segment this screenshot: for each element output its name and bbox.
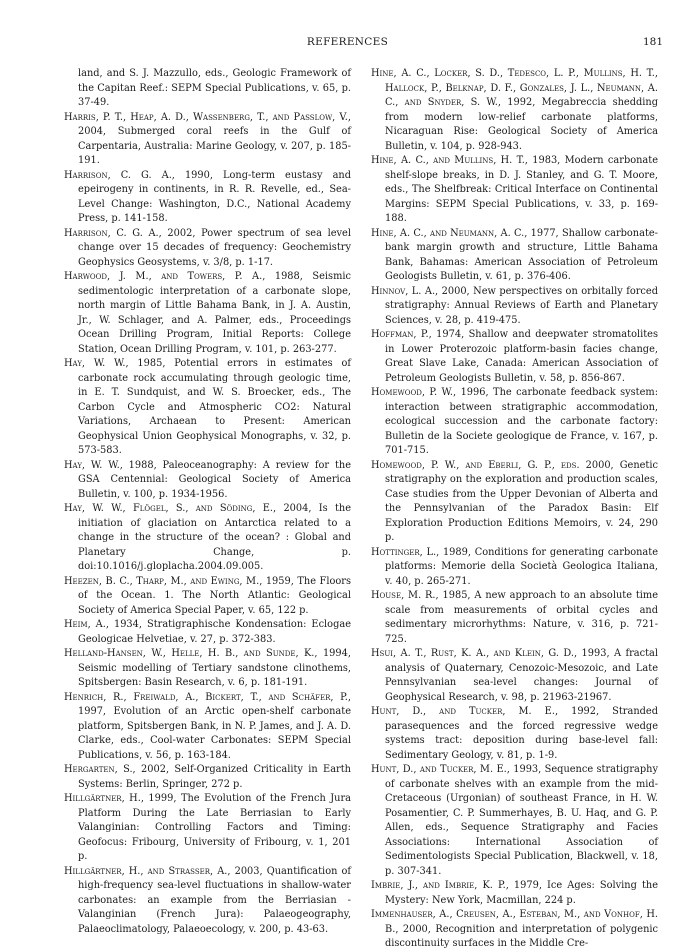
reference-entry: Hine, A. C., and Neumann, A. C., 1977, Shallow carbonate-bank margin growth and structure, Little Bahama Bank, Bahamas: American Association of Petroleum Geologists Bulletin, v. 61, p. 376-406.: [371, 227, 658, 282]
references-right-column: [371, 67, 658, 952]
reference-entry: Harwood, J. M., and Towers, P. A., 1988, Seismic sedimentologic interpretation of a carbonate slope, north margin of Little Bahama Bank, in J. A. Austin, Jr., W. Schlager, and A. Palmer, eds., Proceedings Ocean Drilling Program, Initial Reports: College Station, Ocean Drilling Program, v. 101, p. 263-277.: [64, 271, 351, 355]
references-left-column: [64, 67, 351, 937]
reference-entry: Henrich, R., Freiwald, A., Bickert, T., and Schäfer, P., 1997, Evolution of an Arctic open-shelf carbonate platform, Spitsbergen Bank, in N. P. James, and J. A. D. Clarke, eds., Cool-water Carbonates: SEPM Special Publications, v. 56, p. 163-184.: [64, 691, 351, 761]
reference-entry: Hay, W. W., 1988, Paleoceanography: A review for the GSA Centennial: Geological Society of America Bulletin, v. 100, p. 1934-1956.: [64, 459, 351, 500]
reference-entry: Harrison, C. G. A., 2002, Power spectrum of sea level change over 15 decades of frequency: Geochemistry Geophysics Geosystems, v. 3/8, p. 1-17.: [64, 227, 351, 268]
reference-entry: Hoffman, P., 1974, Shallow and deepwater stromatolites in Lower Proterozoic platform-basin facies change, Great Slave Lake, Canada: American Association of Petroleum Geologists Bulletin, v. 58, p. 856-867.: [371, 329, 658, 384]
reference-entry: Heezen, B. C., Tharp, M., and Ewing, M., 1959, The Floors of the Ocean. 1. The North Atlantic: Geological Society of America Special Paper, v. 65, 122 p.: [64, 575, 351, 616]
reference-entry: Hine, A. C., and Mullins, H. T., 1983, Modern carbonate shelf-slope breaks, in D. J. Stanley, and G. T. Moore, eds., The Shelfbreak: Critical Interface on Continental Margins: SEPM Special Publications, v. 33, p. 169-188.: [371, 155, 658, 224]
reference-entry: Hunt, D., and Tucker, M. E., 1992, Stranded parasequences and the forced regressive wedge systems tract: deposition during base-level fall: Sedimentary Geology, v. 81, p. 1-9.: [371, 706, 658, 761]
reference-entry: Homewood, P. W., and Eberli, G. P., eds. 2000, Genetic stratigraphy on the exploration and production scales, Case studies from the Upper Devonian of Alberta and the Pennsylvanian of the Paradox Basin: Elf Exploration Production Editions Memoirs, v. 24, 290 p.: [371, 459, 658, 543]
reference-entry: Homewood, P. W., 1996, The carbonate feedback system: interaction between stratigraphic accommodation, ecological succession and the carbonate factory: Bulletin de la Societe geologique de France, v. 167, p. 701-715.: [371, 387, 658, 456]
reference-entry: Immenhauser, A., Creusen, A., Esteban, M., and Vonhof, H. B., 2000, Recognition and interpretation of polygenic discontinuity surfaces in the Middle Cre-: [371, 909, 658, 949]
reference-entry: Hillgärtner, H., 1999, The Evolution of the French Jura Platform During the Late Berriasian to Early Valanginian: Controlling Factors and Timing: Geofocus: Fribourg, University of Fribourg, v. 1, 201 p.: [64, 793, 352, 862]
reference-entry: land, and S. J. Mazzullo, eds., Geologic Framework of the Capitan Reef.: SEPM Special Publications, v. 65, p. 37-49.: [78, 68, 351, 108]
reference-entry: Hine, A. C., Locker, S. D., Tedesco, L. P., Mullins, H. T., Hallock, P., Belknap, D. F., Gonzales, J. L., Neumann, A. C., and Snyder, S. W., 1992, Megabreccia shedding from modern low-relief carbonate platforms, Nicaraguan Rise: Geological Society of America Bulletin, v. 104, p. 928-943.: [371, 68, 658, 152]
reference-entry: Helland-Hansen, W., Helle, H. B., and Sunde, K., 1994, Seismic modelling of Tertiary sandstone clinothems, Spitsbergen: Basin Research, v. 6, p. 181-191.: [64, 648, 351, 688]
reference-entry: Hinnov, L. A., 2000, New perspectives on orbitally forced stratigraphy: Annual Reviews of Earth and Planetary Sciences, v. 28, p. 419-475.: [371, 285, 658, 326]
reference-entry: Hottinger, L., 1989, Conditions for generating carbonate platforms: Memorie della Società Geologica Italiana, v. 40, p. 265-271.: [371, 546, 658, 587]
reference-entry: Hunt, D., and Tucker, M. E., 1993, Sequence stratigraphy of carbonate shelves with an example from the mid-Cretaceous (Urgonian) of southeast France, in H. W. Posamentier, C. P. Summerhayes, B. U. Haq, and G. P. Allen, eds., Sequence Stratigraphy and Facies Associations: International Association of Sedimentologists Special Publication, Blackwell, v. 18, p. 307-341.: [371, 764, 658, 877]
reference-entry: Hsui, A. T., Rust, K. A., and Klein, G. D., 1993, A fractal analysis of Quaternary, Cenozoic-Mesozoic, and Late Pennsylvanian sea-level changes: Journal of Geophysical Research, v. 98, p. 21963-21967.: [371, 648, 659, 703]
reference-entry: Hay, W. W., 1985, Potential errors in estimates of carbonate rock accumulating through geologic time, in E. T. Sundquist, and W. S. Broecker, eds., The Carbon Cycle and Atmospheric CO2: Natural Variations, Archaean to Present: American Geophysical Union Geophysical Monographs, v. 32, p. 573-583.: [64, 358, 351, 456]
reference-entry: Imbrie, J., and Imbrie, K. P., 1979, Ice Ages: Solving the Mystery: New York, Macmillan, 224 p.: [371, 880, 658, 906]
page-number: 181: [642, 36, 663, 48]
reference-entry: House, M. R., 1985, A new approach to an absolute time scale from measurements of orbital cycles and sedimentary microrhythms: Nature, v. 316, p. 721-725.: [371, 590, 658, 645]
reference-entry: Harrison, C. G. A., 1990, Long-term eustasy and epeirogeny in continents, in R. R. Revelle, ed., Sea-Level Change: Washington, D.C., National Academy Press, p. 141-158.: [64, 169, 351, 224]
running-header: REFERENCES: [306, 36, 389, 48]
reference-entry: Hillgärtner, H., and Strasser, A., 2003, Quantification of high-frequency sea-level fluctuations in shallow-water carbonates: an example from the Berriasian - Valanginian (French Jura): Palaeogeography, Palaeoclimatology, Palaeoecology, v. 200, p. 43-63.: [64, 865, 351, 935]
reference-entry: Hay, W. W., Flögel, S., and Söding, E., 2004, Is the initiation of glaciation on Antarctica related to a change in the structure of the ocean? : Global and Planetary Change, p. doi:10.1016/j.gloplacha.2004.09.005.: [64, 503, 351, 572]
reference-entry: Hergarten, S., 2002, Self-Organized Criticality in Earth Systems: Berlin, Springer, 272 p.: [64, 764, 351, 790]
reference-entry: Harris, P. T., Heap, A. D., Wassenberg, T., and Passlow, V., 2004, Submerged coral reefs in the Gulf of Carpentaria, Australia: Marine Geology, v. 207, p. 185-191.: [64, 111, 351, 166]
reference-entry: Heim, A., 1934, Stratigraphische Kondensation: Eclogae Geologicae Helvetiae, v. 27, p. 372-383.: [64, 619, 351, 645]
